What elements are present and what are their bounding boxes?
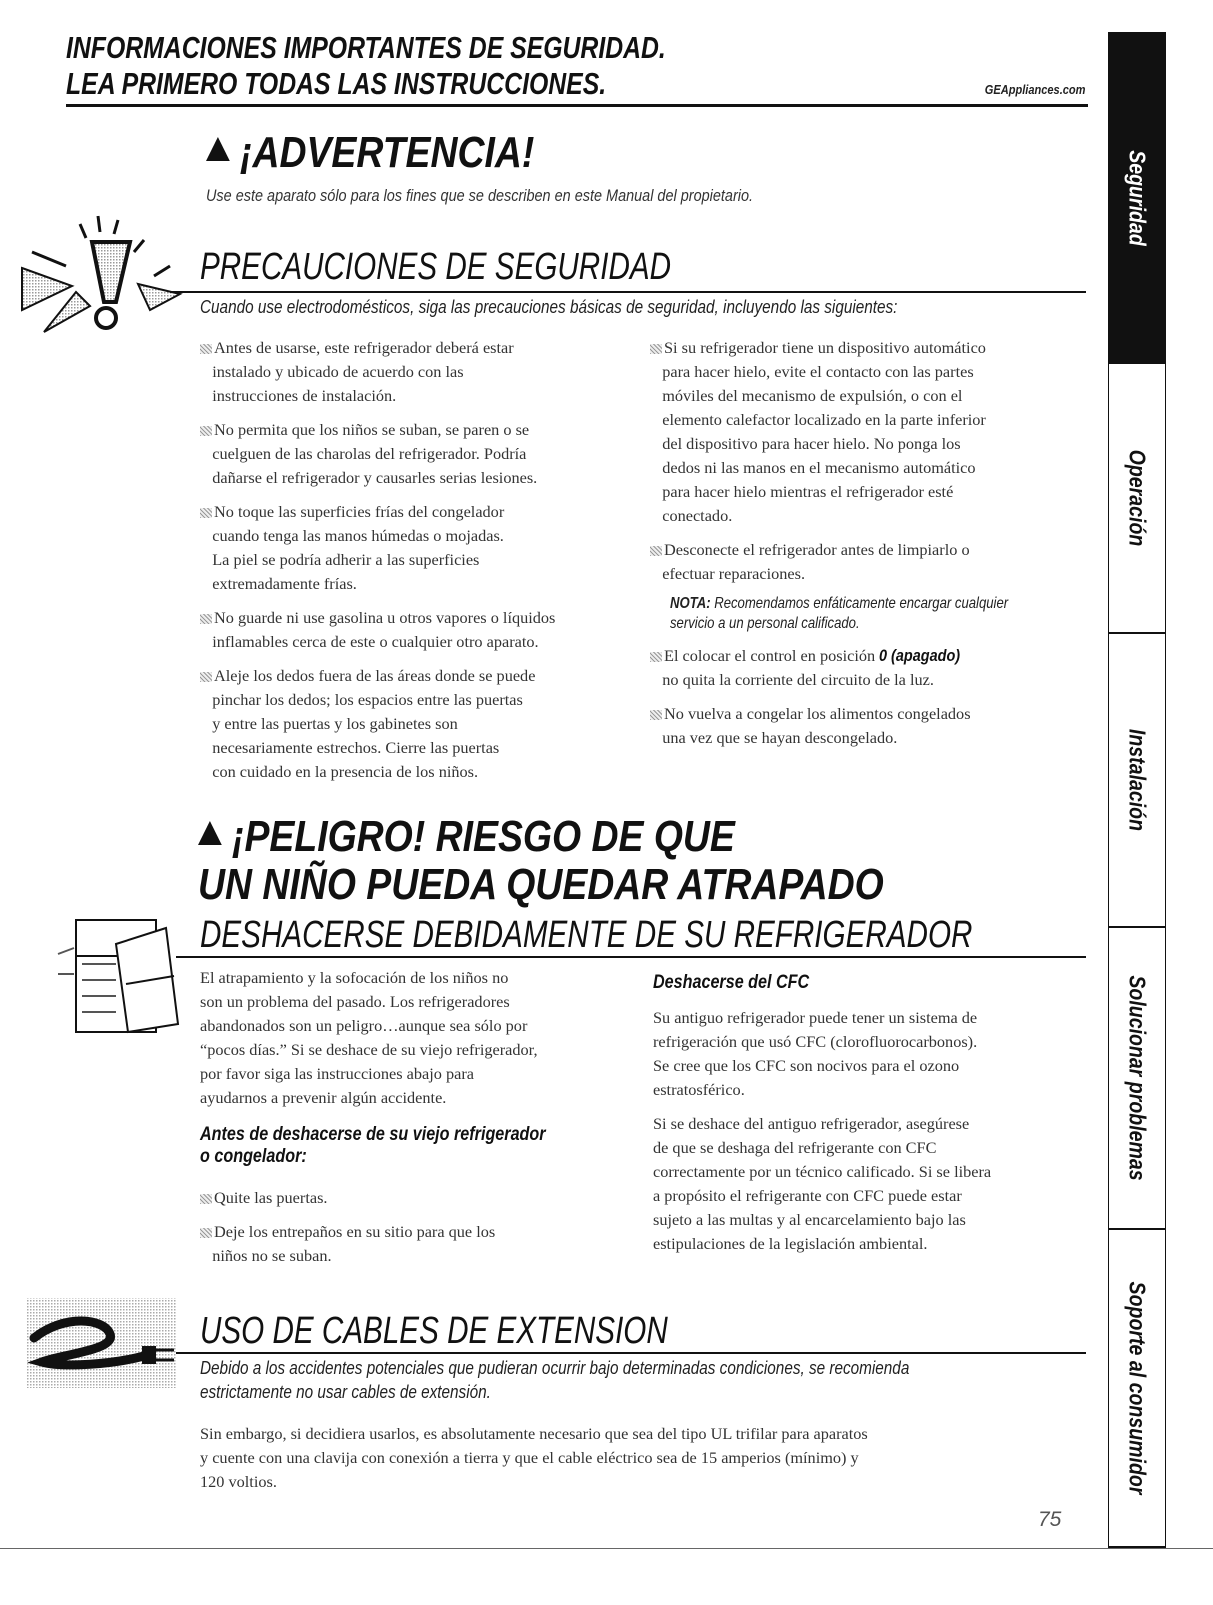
- bullet-icon: [650, 546, 662, 556]
- bullet-gasoline: [200, 606, 555, 654]
- bullet-install: [200, 336, 555, 408]
- bullet-icon: [650, 344, 662, 354]
- line: conectado.: [662, 506, 733, 525]
- line: una vez que se hayan descongelado.: [662, 728, 898, 747]
- bullet-icon: [200, 1228, 212, 1238]
- tab-label: Instalación: [1124, 728, 1151, 832]
- line: elemento calefactor localizado en la parte inferior: [662, 410, 986, 429]
- line: son un problema del pasado. Los refrigeradores: [200, 992, 510, 1011]
- line: de que se deshaga del refrigerante con CFC: [653, 1138, 937, 1157]
- line: y cuente con una clavija con conexión a tierra y que el cable eléctrico sea de 15 amperios (mínimo) y: [200, 1448, 859, 1467]
- line: necesariamente estrechos. Cierre las puertas: [212, 738, 500, 757]
- tab-label: Soporte al consumidor: [1124, 1281, 1151, 1495]
- header-line-2: LEA PRIMERO TODAS LAS INSTRUCCIONES.: [66, 66, 607, 101]
- line: niños no se suban.: [212, 1246, 332, 1265]
- line: para hacer hielo mientras el refrigerador esté: [662, 482, 954, 501]
- line: instalado y ubicado de acuerdo con las: [212, 362, 464, 381]
- line: no quita la corriente del circuito de la luz.: [662, 670, 934, 689]
- bullet-icon: [200, 426, 212, 436]
- line: dañarse el refrigerador y causarles serias lesiones.: [212, 468, 538, 487]
- bullet-icon: [200, 614, 212, 624]
- line: efectuar reparaciones.: [662, 564, 806, 583]
- nota-text: Recomendamos enfáticamente encargar cualquier: [714, 595, 1009, 612]
- line: Sin embargo, si decidiera usarlos, es absolutamente necesario que sea del tipo UL trifilar para aparatos: [200, 1424, 868, 1443]
- line: No guarde ni use gasolina u otros vapores o líquidos: [214, 608, 556, 627]
- exclamation-hazard-icon: [20, 214, 190, 334]
- tab-instalacion[interactable]: [1108, 634, 1166, 928]
- line: móviles del mecanismo de expulsión, o con el: [662, 386, 963, 405]
- nota-label: NOTA:: [670, 595, 711, 612]
- line: “pocos días.” Si se deshace de su viejo refrigerador,: [200, 1040, 538, 1059]
- extension-title: USO DE CABLES DE EXTENSION: [200, 1310, 668, 1352]
- nota-line-2: servicio a un personal calificado.: [670, 615, 860, 632]
- line: estratosférico.: [653, 1080, 745, 1099]
- header-rule: [66, 104, 1088, 107]
- before-disposal-heading-2: o congelador:: [200, 1146, 307, 1167]
- footer-rule: [0, 1548, 1213, 1549]
- disposal-intro: [200, 966, 607, 1110]
- line: No permita que los niños se suban, se paren o se: [214, 420, 530, 439]
- bullet-icon: [200, 344, 212, 354]
- nota-block: [670, 594, 1082, 634]
- line: correctamente por un técnico calificado. Si se libera: [653, 1162, 992, 1181]
- line: cuelguen de las charolas del refrigerador. Podría: [212, 444, 527, 463]
- warning-title: [206, 128, 534, 178]
- bullet-icon: [650, 710, 662, 720]
- line: cuando tenga las manos húmedas o mojadas.: [212, 526, 504, 545]
- before-disposal-heading-1: Antes de deshacerse de su viejo refrigerador: [200, 1124, 546, 1145]
- line: refrigeración que usó CFC (clorofluorocarbonos).: [653, 1032, 978, 1051]
- line: Si se deshace del antiguo refrigerador, asegúrese: [653, 1114, 970, 1133]
- line: estipulaciones de la legislación ambiental.: [653, 1234, 928, 1253]
- danger-title-line-2: UN NIÑO PUEDA QUEDAR ATRAPADO: [198, 860, 884, 909]
- refrigerator-icon: [56, 914, 186, 1036]
- disposal-rule: [176, 956, 1086, 958]
- nota-line-1: [670, 594, 1008, 614]
- cfc-heading: Deshacerse del CFC: [653, 972, 810, 993]
- line: abandonados son un peligro…aunque sea sólo por: [200, 1016, 528, 1035]
- line: Deje los entrepaños en su sitio para que los: [214, 1222, 496, 1241]
- line: Aleje los dedos fuera de las áreas donde se puede: [214, 666, 536, 685]
- extension-subtitle-2: estrictamente no usar cables de extensión.: [200, 1382, 491, 1402]
- extension-rule: [176, 1352, 1086, 1354]
- line: 120 voltios.: [200, 1472, 277, 1491]
- cfc-paragraph-1: [653, 1006, 991, 1102]
- line: Se cree que los CFC son nocivos para el ozono: [653, 1056, 960, 1075]
- line: Desconecte el refrigerador antes de limpiarlo o: [664, 540, 970, 559]
- line: Antes de usarse, este refrigerador deberá estar: [214, 338, 514, 357]
- bullet-icon: [650, 652, 662, 662]
- off-setting: 0 (apagado): [879, 646, 961, 665]
- line: extremadamente frías.: [212, 574, 357, 593]
- website-link[interactable]: GEAppliances.com: [984, 82, 1085, 97]
- line: por favor siga las instrucciones abajo para: [200, 1064, 474, 1083]
- line: pinchar los dedos; los espacios entre las puertas: [212, 690, 523, 709]
- page-number: 75: [1038, 1508, 1062, 1531]
- bullet-children-shelves: [200, 418, 555, 490]
- line: sujeto a las multas y al encarcelamiento bajo las: [653, 1210, 966, 1229]
- warning-title-text: ¡ADVERTENCIA!: [240, 128, 535, 177]
- disposal-left-column: [200, 966, 607, 1268]
- tab-operacion[interactable]: [1108, 364, 1166, 634]
- extension-body: [200, 1422, 868, 1494]
- warning-subtitle: Use este aparato sólo para los fines que se describen en este Manual del propietario.: [206, 186, 754, 205]
- disposal-title: DESHACERSE DEBIDAMENTE DE SU REFRIGERADOR: [200, 914, 973, 956]
- bullet-icon: [200, 508, 212, 518]
- precautions-right-column: [650, 336, 1082, 750]
- precautions-rule: [170, 291, 1086, 293]
- line: a propósito el refrigerante con CFC puede estar: [653, 1186, 962, 1205]
- line: inflamables cerca de este o cualquier otro aparato.: [212, 632, 539, 651]
- cfc-paragraph-2: [653, 1112, 991, 1256]
- spacer-2: [24, 1594, 25, 1595]
- line: dedos ni las manos en el mecanismo automático: [662, 458, 976, 477]
- precautions-subtitle: Cuando use electrodomésticos, siga las precauciones básicas de seguridad, incluyendo las siguientes:: [200, 297, 898, 317]
- bullet-pinch: [200, 664, 555, 784]
- line: del dispositivo para hacer hielo. No ponga los: [662, 434, 961, 453]
- bullet-unplug: [650, 538, 1082, 586]
- tab-soporte-al-consumidor[interactable]: [1108, 1230, 1166, 1548]
- extension-subtitle-1: Debido a los accidentes potenciales que pudieran ocurrir bajo determinadas condiciones, se recomienda: [200, 1358, 910, 1378]
- tab-solucionar-problemas[interactable]: [1108, 928, 1166, 1230]
- tab-label: Operación: [1124, 449, 1151, 547]
- tab-label: Seguridad: [1124, 150, 1151, 246]
- line: El colocar el control en posición: [664, 646, 880, 665]
- bullet-refreeze: [650, 702, 1082, 750]
- tab-label: Solucionar problemas: [1124, 975, 1151, 1181]
- line: para hacer hielo, evite el contacto con las partes: [662, 362, 974, 381]
- line: El atrapamiento y la sofocación de los niños no: [200, 968, 509, 987]
- bullet-control-off: [650, 644, 1082, 692]
- bullet-remove-doors: [200, 1186, 607, 1210]
- line: con cuidado en la presencia de los niños.: [212, 762, 479, 781]
- warning-triangle-icon: [206, 137, 230, 161]
- danger-title-line-1: [198, 812, 735, 862]
- bullet-cold-surfaces: [200, 500, 555, 596]
- bullet-icemaker: [650, 336, 1082, 528]
- tab-seguridad[interactable]: [1108, 32, 1166, 365]
- bullet-leave-shelves: [200, 1220, 607, 1268]
- line: y entre las puertas y los gabinetes son: [212, 714, 458, 733]
- line: ayudarnos a prevenir algún accidente.: [200, 1088, 447, 1107]
- plug-cord-icon: [24, 1294, 184, 1394]
- line: La piel se podría adherir a las superficies: [212, 550, 480, 569]
- line: No toque las superficies frías del congelador: [214, 502, 505, 521]
- danger-title-text: ¡PELIGRO! RIESGO DE QUE: [232, 812, 735, 861]
- line: No vuelva a congelar los alimentos congelados: [664, 704, 971, 723]
- header-line-1: INFORMACIONES IMPORTANTES DE SEGURIDAD.: [66, 30, 666, 65]
- precautions-title: PRECAUCIONES DE SEGURIDAD: [200, 246, 672, 288]
- cfc-column: [653, 972, 991, 1256]
- line: Si su refrigerador tiene un dispositivo automático: [664, 338, 986, 357]
- warning-triangle-icon: [198, 821, 222, 845]
- line: Su antiguo refrigerador puede tener un sistema de: [653, 1008, 978, 1027]
- line: instrucciones de instalación.: [212, 386, 397, 405]
- line: Quite las puertas.: [214, 1188, 328, 1207]
- precautions-left-column: [200, 336, 555, 784]
- bullet-icon: [200, 672, 212, 682]
- bullet-icon: [200, 1194, 212, 1204]
